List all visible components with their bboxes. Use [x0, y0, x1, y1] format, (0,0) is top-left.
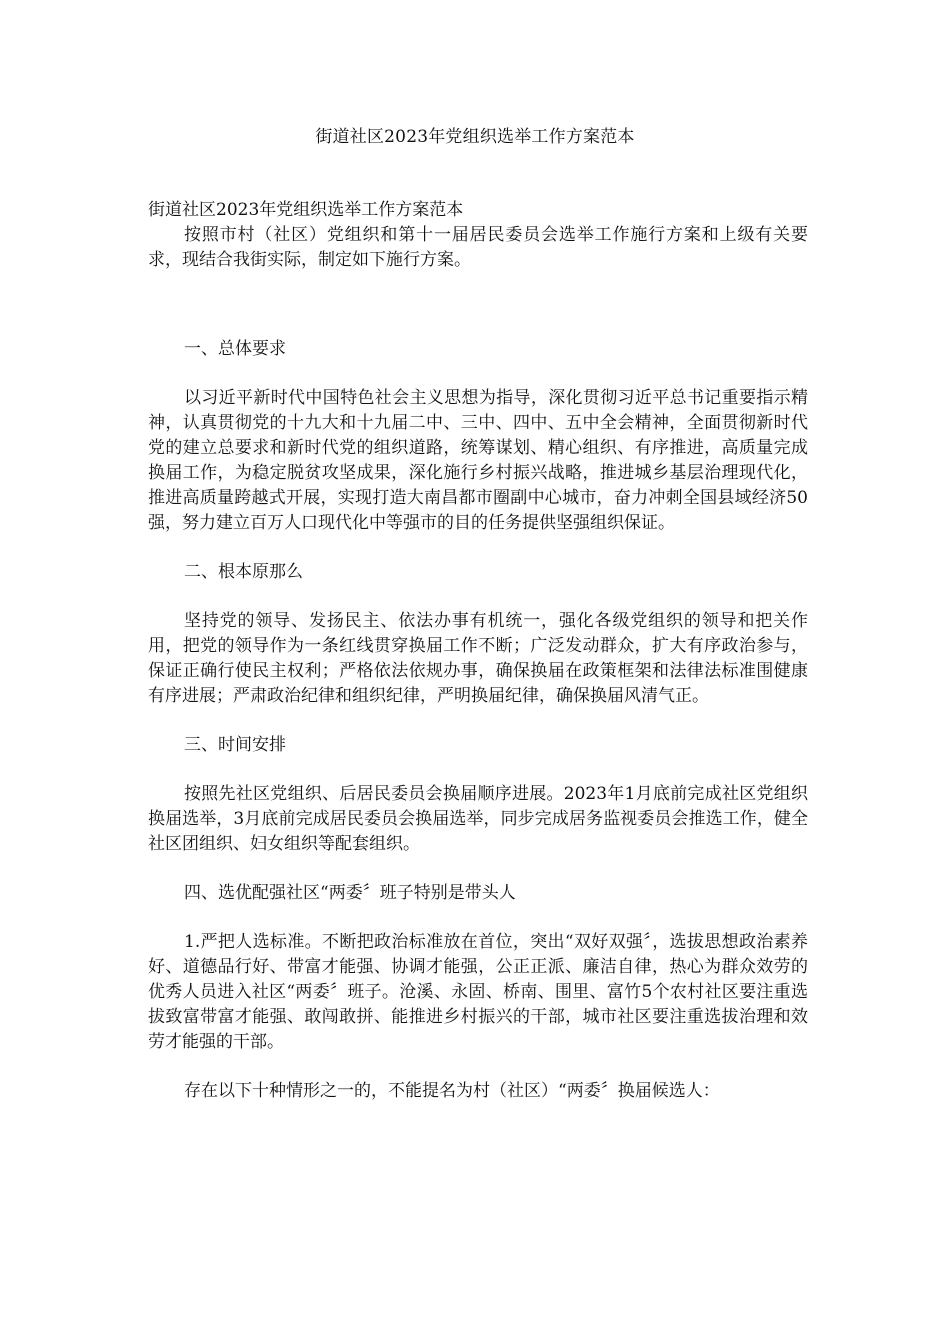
- section-paragraph: 存在以下十种情形之一的，不能提名为村（社区）“两委〞换届候选人：: [184, 1081, 720, 1101]
- section-paragraph: 按照先社区党组织、后居民委员会换届顺序进展。2023年1月底前完成社区党组织换届选举，3月底前完成居民委员会换届选举，同步完成居务监视委员会推选工作，健全社区团组织、妇女组织等配套组织。: [148, 784, 808, 854]
- document-title: 街道社区2023年党组织选举工作方案范本: [315, 127, 635, 147]
- intro-paragraph: 按照市村（社区）党组织和第十一届居民委员会选举工作施行方案和上级有关要求，现结合我街实际，制定如下施行方案。: [148, 225, 808, 270]
- section-heading-principles: 二、根本原那么: [184, 562, 303, 582]
- document-subtitle: 街道社区2023年党组织选举工作方案范本: [148, 200, 464, 220]
- section-paragraph: 坚持党的领导、发扬民主、依法办事有机统一，强化各级党组织的领导和把关作用，把党的领导作为一条红线贯穿换届工作不断；广泛发动群众，扩大有序政治参与，保证正确行使民主权利；严格依法依规办事，确保换届在政策框架和法律法标准围健康有序进展；严肃政治纪律和组织纪律，严明换届纪律，确保换届风清气正。: [148, 611, 808, 706]
- section-paragraph: 1.严把人选标准。不断把政治标准放在首位，突出“双好双强〞，选拔思想政治素养好、道德品行好、带富才能强、协调才能强，公正正派、廉洁自律，热心为群众效劳的优秀人员进入社区“两委〞班子。沧溪、永固、桥南、围里、富竹5个农村社区要注重选拔致富带富才能强、敢闯敢拼、能推进乡村振兴的干部，城市社区要注重选拔治理和效劳才能强的干部。: [148, 932, 808, 1052]
- section-heading-schedule: 三、时间安排: [184, 735, 286, 755]
- document-body: [148, 198, 808, 1104]
- section-heading-select-leaders: 四、选优配强社区“两委〞班子特别是带头人: [184, 883, 516, 903]
- section-paragraph: 以习近平新时代中国特色社会主义思想为指导，深化贯彻习近平总书记重要指示精神，认真贯彻党的十九大和十九届二中、三中、四中、五中全会精神，全面贯彻新时代党的建立总要求和新时代党的组织道路，统筹谋划、精心组织、有序推进，高质量完成换届工作，为稳定脱贫攻坚成果，深化施行乡村振兴战略，推进城乡基层治理现代化，推进高质量跨越式开展，实现打造大南昌都市圈副中心城市，奋力冲刺全国县域经济50强，努力建立百万人口现代化中等强市的目的任务提供坚强组织保证。: [148, 388, 808, 533]
- section-heading-overall-requirements: 一、总体要求: [184, 339, 286, 359]
